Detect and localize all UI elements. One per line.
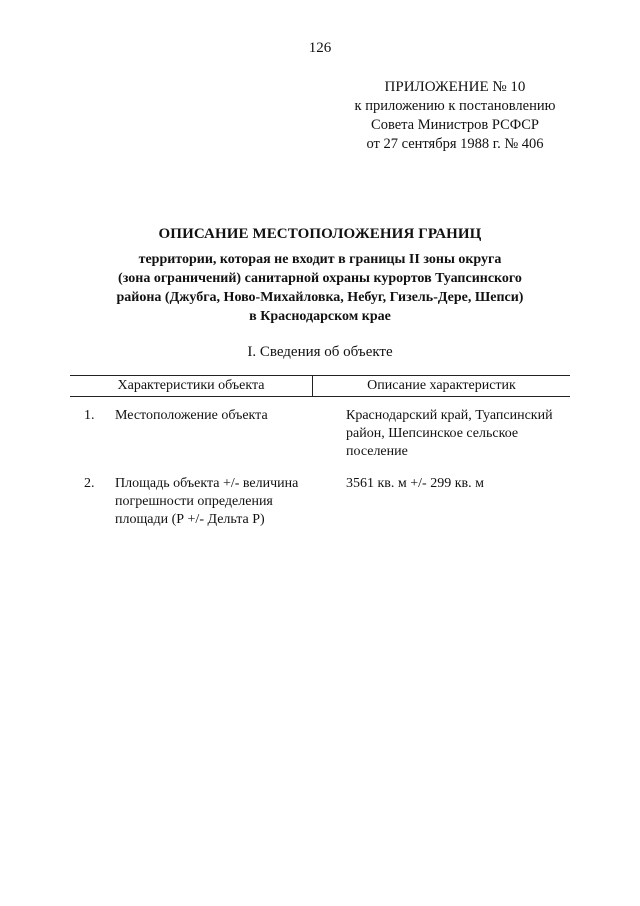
column-header-characteristics: Характеристики объекта (117, 378, 265, 393)
appendix-line: от 27 сентября 1988 г. № 406 (366, 136, 544, 152)
section-title: I. Сведения об объекте (247, 344, 393, 360)
subtitle-line: в Краснодарском крае (249, 309, 391, 324)
row-description: 3561 кв. м +/- 299 кв. м (346, 476, 484, 491)
table-header (70, 375, 570, 397)
appendix-line: Совета Министров РСФСР (371, 117, 539, 133)
row-description: Краснодарский край, Туапсинский район, Шепсинское сельское поселение (346, 408, 553, 459)
row-number: 2. (84, 476, 95, 491)
appendix-block (330, 78, 580, 154)
column-header-description: Описание характеристик (367, 378, 516, 393)
subtitle-line: (зона ограничений) санитарной охраны курортов Туапсинского (118, 271, 522, 286)
document-subtitle (0, 250, 640, 326)
appendix-line: к приложению к постановлению (354, 98, 556, 114)
appendix-title: ПРИЛОЖЕНИЕ № 10 (384, 79, 526, 95)
page-number: 126 (308, 40, 332, 56)
row-number: 1. (84, 408, 95, 423)
row-characteristic: Местоположение объекта (115, 408, 268, 423)
subtitle-line: района (Джубга, Ново-Михайловка, Небуг, Гизель-Дере, Шепси) (116, 290, 524, 305)
object-info-table (70, 375, 570, 527)
document-title: ОПИСАНИЕ МЕСТОПОЛОЖЕНИЯ ГРАНИЦ (158, 226, 482, 242)
row-characteristic: Площадь объекта +/- величина погрешности определения площади (Р +/- Дельта Р) (115, 476, 299, 527)
subtitle-line: территории, которая не входит в границы II зоны округа (138, 252, 502, 267)
